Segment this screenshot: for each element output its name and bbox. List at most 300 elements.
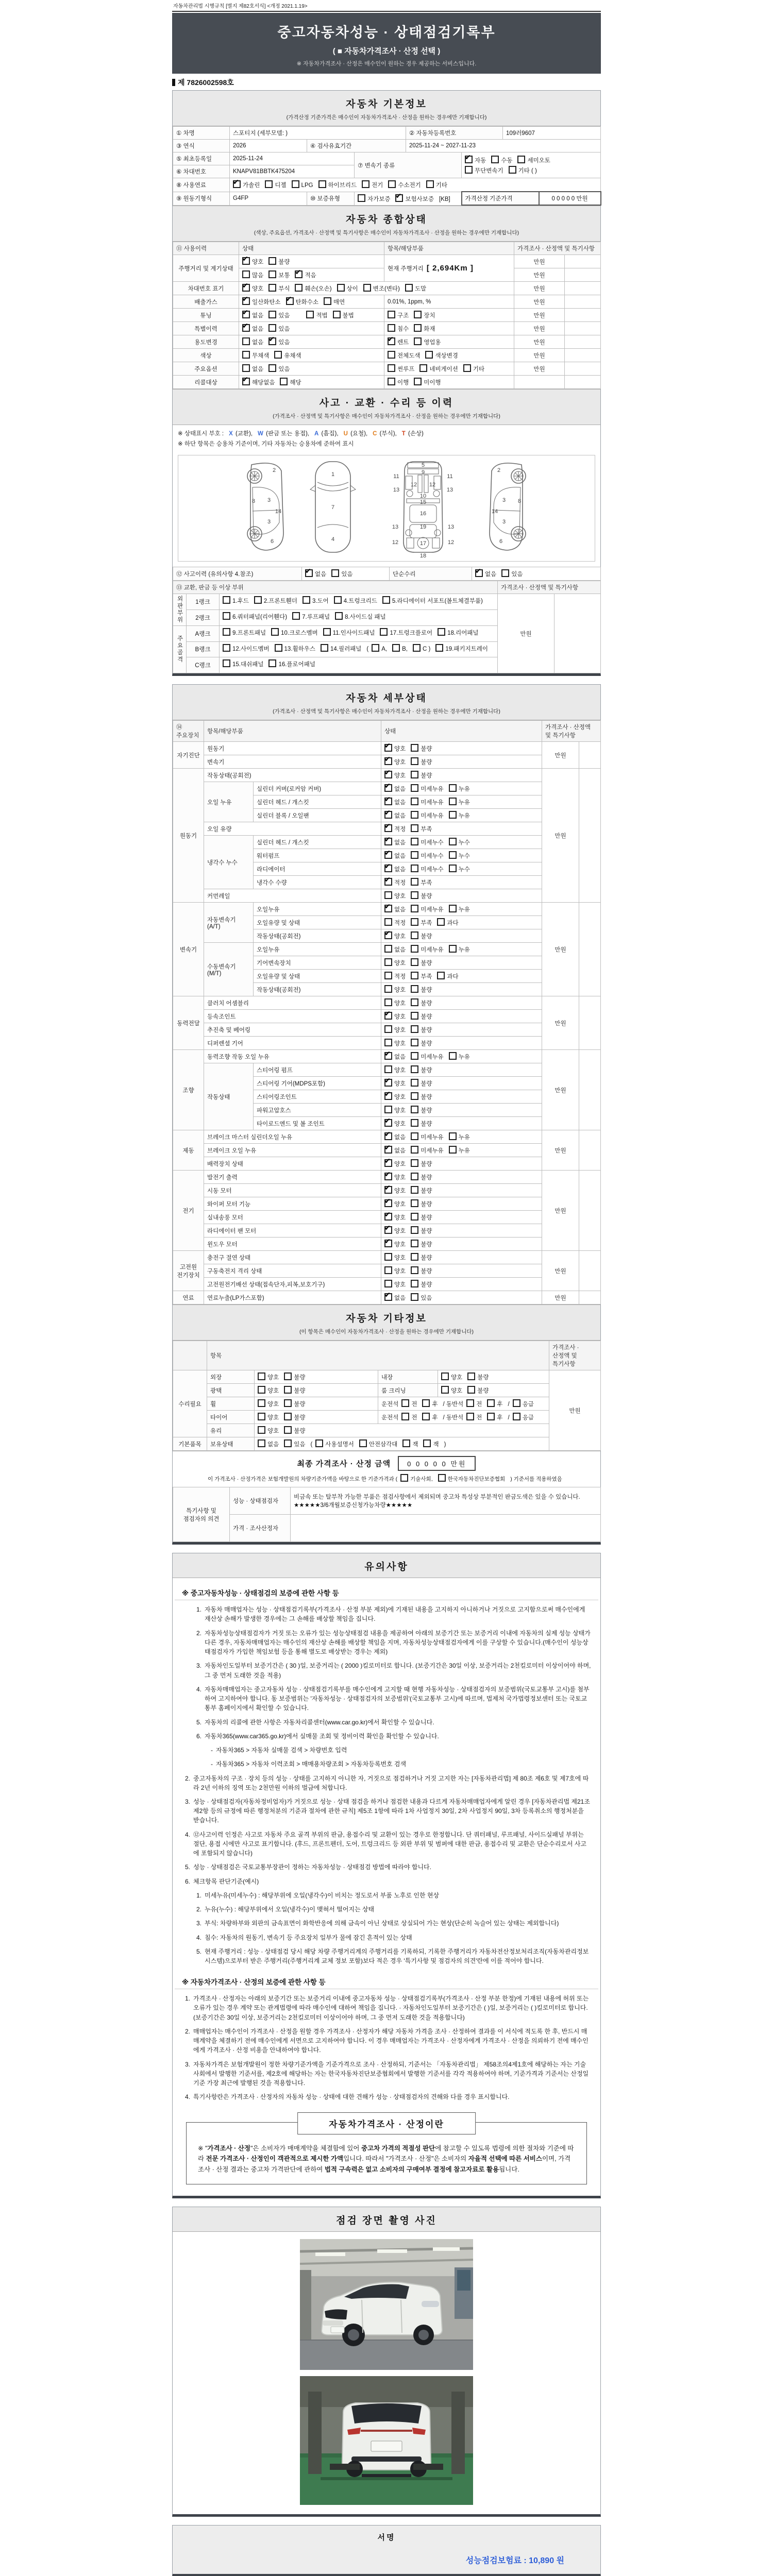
checkbox-미세누유[interactable] (411, 811, 418, 819)
option-label: 유채색 (284, 353, 301, 359)
checkbox-12.사이드멤버[interactable] (223, 644, 230, 652)
checkbox-양호[interactable] (258, 1413, 265, 1420)
rank-items (220, 641, 498, 657)
checkbox-양호[interactable] (384, 931, 392, 939)
checkbox-불량[interactable] (411, 1266, 418, 1274)
checkbox-탄화수소[interactable] (286, 297, 294, 305)
detail-option (384, 958, 406, 967)
notice-item-text: ⑫사고이력 인정은 사고로 자동차 주요 골격 부위의 판금, 용접수리 및 교환이 있는 경우로 한정합니다. 단 쿼터패널, 루프패널, 사이드실패널 부위는 절단, 용접 시에만 사고로 표기합니다. (후드, 프론트펜더, 도어, 트렁크리드 등 외판 부위 및 범퍼에 대한 판금, 용접수리 및 교환은 단순수리로서 사고에 포함되지 않습니다) (193, 1831, 587, 1857)
detail-state-cell (381, 943, 542, 956)
checkbox-침수[interactable] (388, 324, 395, 332)
checkbox-부족[interactable] (411, 824, 418, 832)
checkbox-썬루프[interactable] (388, 364, 395, 372)
checkbox-후[interactable] (487, 1399, 495, 1407)
info-segment: ※ " (198, 2144, 208, 2152)
checkbox-있음[interactable] (411, 1293, 418, 1301)
checkbox-양호[interactable] (258, 1426, 265, 1434)
checkbox-전[interactable] (466, 1399, 474, 1407)
misc-extra-option (422, 1413, 438, 1421)
checkbox-11.인사이드패널[interactable] (323, 628, 331, 636)
note-cell (565, 362, 601, 376)
state-option (268, 337, 290, 346)
checkbox-불량[interactable] (411, 1226, 418, 1234)
checkbox-19.패키지트레이[interactable] (435, 644, 443, 652)
detail-state-cell (381, 1104, 542, 1117)
checkbox-불량[interactable] (411, 1199, 418, 1207)
checkbox-누유[interactable] (449, 798, 457, 805)
checkbox-불량[interactable] (411, 1240, 418, 1247)
checkbox-후[interactable] (422, 1413, 430, 1420)
checkbox-미세누수[interactable] (411, 851, 418, 859)
detail-state-cell (381, 1197, 542, 1211)
detail-option (449, 1052, 470, 1061)
checkbox-17.트렁크플로어[interactable] (380, 628, 388, 636)
checkbox-미세누유[interactable] (411, 1052, 418, 1060)
checkbox-누유[interactable] (449, 1052, 457, 1060)
checkbox-불량[interactable] (467, 1372, 475, 1380)
detail-price-cell: 만원 (542, 742, 579, 769)
checkbox-있음[interactable] (268, 337, 276, 345)
note-cell (565, 376, 601, 389)
checkbox-누유[interactable] (449, 945, 457, 953)
checkbox-없음[interactable] (242, 337, 250, 345)
checkbox-4.트렁크리드[interactable] (334, 596, 342, 604)
checkbox-불량[interactable] (411, 757, 418, 765)
detail-note-cell (579, 1130, 601, 1171)
checkbox-양호[interactable] (384, 1039, 392, 1046)
detail-state-cell (381, 1090, 542, 1104)
checkbox-있음[interactable] (331, 569, 339, 577)
checkbox-부족[interactable] (411, 918, 418, 926)
checkbox-해당없음[interactable] (242, 378, 250, 385)
checkbox-불량[interactable] (411, 1092, 418, 1100)
basis-text: ) 기준서를 적용하였음 (510, 1476, 562, 1483)
checkbox-미세누유[interactable] (411, 1146, 418, 1154)
checkbox-변조(변타)[interactable] (363, 284, 371, 292)
checkbox-A,[interactable] (372, 644, 379, 652)
opinion-who-label: 가격 · 조사산정자 (230, 1515, 291, 1542)
checkbox-보험사보증[interactable] (395, 194, 403, 202)
checkbox-불량[interactable] (411, 771, 418, 778)
checkbox-기타[interactable] (426, 180, 434, 188)
detail-state-cell (381, 862, 542, 876)
checkbox-없음[interactable] (384, 798, 392, 805)
detail-row (173, 903, 601, 916)
checkbox-양호[interactable] (384, 1253, 392, 1261)
checkbox-도말[interactable] (405, 284, 413, 292)
option-label: 양호 (394, 1121, 406, 1128)
panel-option (275, 644, 315, 655)
checkbox-양호[interactable] (384, 1280, 392, 1287)
checkbox-누수[interactable] (449, 838, 457, 845)
signature-box (172, 2525, 601, 2576)
option-label: 부족 (421, 974, 432, 980)
checkbox-불량[interactable] (411, 1186, 418, 1194)
option-label: 불량 (421, 759, 432, 766)
inspection-photo-rear (300, 2376, 473, 2505)
checkbox-불량[interactable] (284, 1372, 292, 1380)
detail-row (173, 1063, 601, 1077)
checkbox-무단변속기[interactable] (465, 166, 473, 174)
checkbox-전[interactable] (466, 1413, 474, 1420)
checkbox-미세누유[interactable] (411, 1132, 418, 1140)
detail-part-label: 충전구 절연 상태 (204, 1251, 381, 1264)
vin-value: KNAPV81BBTK475204 (230, 165, 355, 178)
checkbox-누수[interactable] (449, 851, 457, 859)
checkbox-적정[interactable] (384, 972, 392, 979)
checkbox-양호[interactable] (384, 1213, 392, 1221)
checkbox-없음[interactable] (242, 364, 250, 372)
checkbox-잭[interactable] (402, 1439, 410, 1447)
detail-part-label: 고전원전기배선 상태(접속단자,피복,보호기구) (204, 1278, 381, 1291)
checkbox-양호[interactable] (384, 1226, 392, 1234)
checkbox-미이행[interactable] (414, 378, 422, 385)
detail-state-cell (381, 1278, 542, 1291)
option-label: 전 (411, 1401, 417, 1408)
misc-text: ) (444, 1442, 446, 1448)
checkbox-양호[interactable] (384, 1119, 392, 1127)
detail-row (173, 769, 601, 782)
checkbox-매연[interactable] (324, 297, 331, 305)
checkbox-양호[interactable] (384, 958, 392, 966)
notice-item-number: 4. (184, 1831, 190, 1838)
panel-option (372, 644, 387, 655)
checkbox-부족[interactable] (411, 878, 418, 886)
fuel-option (318, 180, 357, 189)
checkbox-양호[interactable] (258, 1399, 265, 1407)
checkbox-색상변경[interactable] (425, 351, 433, 359)
checkbox-자동[interactable] (465, 156, 473, 163)
detail-state-cell (381, 1171, 542, 1184)
checkbox-기술사회,[interactable] (400, 1474, 408, 1482)
checkbox-불량[interactable] (268, 257, 276, 265)
checkbox-없음[interactable] (384, 838, 392, 845)
mileage-value: [ 2,694Km ] (426, 264, 474, 273)
checkbox-불량[interactable] (411, 998, 418, 1006)
option-label: 미세누유 (421, 800, 444, 806)
checkbox-있음[interactable] (501, 569, 509, 577)
checkbox-양호[interactable] (258, 1386, 265, 1394)
checkbox-양호[interactable] (384, 998, 392, 1006)
checkbox-불량[interactable] (411, 1079, 418, 1087)
checkbox-적법[interactable] (306, 311, 314, 318)
part-cell (384, 376, 514, 389)
checkbox-한국자동차진단보증협회[interactable] (438, 1474, 446, 1482)
checkbox-불량[interactable] (411, 1253, 418, 1261)
checkbox-미세누유[interactable] (411, 905, 418, 912)
checkbox-양호[interactable] (384, 1199, 392, 1207)
checkbox-미세누유[interactable] (411, 784, 418, 792)
checkbox-6.쿼터패널(리어휀다)[interactable] (223, 612, 230, 620)
checkbox-불량[interactable] (411, 985, 418, 993)
checkbox-이행[interactable] (388, 378, 395, 385)
option-label: 8.사이드실 패널 (345, 614, 386, 620)
detail-note-cell (579, 1291, 601, 1304)
checkbox-후[interactable] (422, 1399, 430, 1407)
checkbox-양호[interactable] (384, 1079, 392, 1087)
detail-row (173, 1264, 601, 1278)
checkbox-일산화탄소[interactable] (242, 297, 250, 305)
price-cell: 만원 (514, 349, 565, 362)
checkbox-양호[interactable] (384, 1173, 392, 1180)
checkbox-불량[interactable] (411, 1119, 418, 1127)
checkbox-부식[interactable] (268, 284, 276, 292)
fuel-option (292, 180, 313, 189)
checkbox-15.대쉬패널[interactable] (223, 659, 230, 667)
detail-option (384, 1173, 406, 1181)
checkbox-LPG[interactable] (292, 180, 299, 188)
notice-item-text: 가격조사 · 산정자는 아래의 보증기간 또는 보증거리 이내에 중고자동차 성능 · 상태점검기록부(가격조사 · 산정 부분 한정)에 기재된 내용에 허위 또는 오류가 있는 경우 계약 또는 관계법령에 따라 매수인에 대하여 책임을 집니다. · 자동차인도일부터 보증기간은 ( )일, 보증거리는 ( )킬로미터로 합니다. (보증기간은 30일 이상, 보증거리는 2천킬로미터 이상이어야 하며, 그 중 먼저 도래한 것을 적용합니다) (193, 1995, 589, 2021)
checkbox-수동[interactable] (491, 156, 499, 163)
checkbox-불량[interactable] (411, 744, 418, 752)
checkbox-잭[interactable] (423, 1439, 431, 1447)
checkbox-없음[interactable] (384, 1132, 392, 1140)
checkbox-불량[interactable] (284, 1426, 292, 1434)
checkbox-불량[interactable] (467, 1386, 475, 1394)
checkbox-과다[interactable] (437, 918, 445, 926)
document-title-band (172, 13, 601, 74)
checkbox-없음[interactable] (384, 945, 392, 953)
checkbox-훼손(오손)[interactable] (295, 284, 303, 292)
checkbox-미세누수[interactable] (411, 838, 418, 845)
checkbox-3.도어[interactable] (303, 596, 310, 604)
checkbox-13.휠하우스[interactable] (275, 644, 282, 652)
checkbox-양호[interactable] (384, 1012, 392, 1020)
checkbox-응급[interactable] (513, 1413, 520, 1420)
misc-extra-text: / (508, 1401, 510, 1408)
detail-state-cell (381, 929, 542, 943)
checkbox-없음[interactable] (384, 851, 392, 859)
checkbox-10.크로스멤버[interactable] (271, 628, 279, 636)
checkbox-불량[interactable] (411, 1213, 418, 1221)
checkbox-없음[interactable] (242, 324, 250, 332)
svg-text:4: 4 (331, 536, 335, 543)
detail-state-cell (381, 956, 542, 970)
option-label: 불량 (421, 1001, 432, 1007)
checkbox-양호[interactable] (384, 1106, 392, 1113)
checkbox-적정[interactable] (384, 824, 392, 832)
checkbox-C )[interactable] (413, 644, 421, 652)
checkbox-전체도색[interactable] (388, 351, 395, 359)
checkbox-양호[interactable] (384, 1025, 392, 1033)
detail-part-label: 냉각수 수량 (254, 876, 381, 889)
device-subgroup-label: 자동변속기 (A/T) (204, 903, 254, 943)
checkbox-누유[interactable] (449, 905, 457, 912)
checkbox-2.프론트휀더[interactable] (254, 596, 262, 604)
checkbox-누수[interactable] (449, 865, 457, 872)
checkbox-가솔린[interactable] (233, 180, 241, 188)
checkbox-없음[interactable] (384, 811, 392, 819)
option-label: 양호 (394, 773, 406, 779)
checkbox-불량[interactable] (284, 1386, 292, 1394)
checkbox-불량[interactable] (411, 891, 418, 899)
final-price-label: 최종 가격조사 · 산정 금액 (297, 1460, 391, 1469)
checkbox-불량[interactable] (411, 1012, 418, 1020)
checkbox-미세누수[interactable] (411, 865, 418, 872)
checkbox-세미오토[interactable] (517, 156, 525, 163)
info-bold-segment: 전문 가격조사 · 산정인이 객관적으로 제시한 가액 (206, 2155, 344, 2163)
checkbox-상이[interactable] (337, 284, 345, 292)
checkbox-없음[interactable] (384, 1293, 392, 1301)
detail-option (411, 1092, 432, 1101)
checkbox-없음[interactable] (384, 905, 392, 912)
checkbox-있음[interactable] (284, 1439, 292, 1447)
checkbox-양호[interactable] (384, 744, 392, 752)
checkbox-불량[interactable] (284, 1399, 292, 1407)
checkbox-누유[interactable] (449, 1132, 457, 1140)
status-code-desc: (흠집), (320, 431, 339, 437)
checkbox-누유[interactable] (449, 811, 457, 819)
checkbox-불량[interactable] (411, 1106, 418, 1113)
checkbox-후[interactable] (487, 1413, 495, 1420)
checkbox-양호[interactable] (242, 284, 250, 292)
checkbox-양호[interactable] (384, 1092, 392, 1100)
checkbox-14.필러패널[interactable] (321, 644, 328, 652)
checkbox-유채색[interactable] (274, 351, 282, 359)
checkbox-불량[interactable] (411, 1025, 418, 1033)
checkbox-없음[interactable] (242, 311, 250, 318)
checkbox-양호[interactable] (384, 1065, 392, 1073)
option-label: 미이행 (424, 380, 441, 386)
checkbox-디젤[interactable] (265, 180, 273, 188)
checkbox-응급[interactable] (513, 1399, 520, 1407)
checkbox-양호[interactable] (384, 1186, 392, 1194)
checkbox-사용설명서[interactable] (315, 1439, 323, 1447)
checkbox-있음[interactable] (268, 364, 276, 372)
checkbox-적정[interactable] (384, 878, 392, 886)
checkbox-적정[interactable] (384, 918, 392, 926)
checkbox-화재[interactable] (414, 324, 422, 332)
checkbox-불량[interactable] (284, 1413, 292, 1420)
checkbox-18.리어패널[interactable] (438, 628, 445, 636)
checkbox-1.후드[interactable] (223, 596, 230, 604)
checkbox-양호[interactable] (384, 1240, 392, 1247)
checkbox-불량[interactable] (411, 1280, 418, 1287)
checkbox-양호[interactable] (384, 1266, 392, 1274)
option-label: 불량 (421, 1215, 432, 1222)
checkbox-자가보증[interactable] (358, 194, 365, 202)
option-label: 양호 (394, 1014, 406, 1021)
checkbox-있음[interactable] (268, 311, 276, 318)
checkbox-양호[interactable] (384, 1159, 392, 1167)
checkbox-불량[interactable] (411, 1065, 418, 1073)
checkbox-기타 ( )[interactable] (509, 166, 516, 174)
option-label: 없음 (485, 571, 497, 578)
checkbox-없음[interactable] (384, 1146, 392, 1154)
checkbox-양호[interactable] (384, 985, 392, 993)
checkbox-불량[interactable] (411, 1039, 418, 1046)
checkbox-과다[interactable] (437, 972, 445, 979)
svg-text:14: 14 (275, 509, 282, 515)
detail-row (173, 1144, 601, 1157)
checkbox-양호[interactable] (384, 771, 392, 778)
checkbox-안전삼각대[interactable] (359, 1439, 367, 1447)
checkbox-무채색[interactable] (242, 351, 250, 359)
checkbox-없음[interactable] (384, 865, 392, 872)
panel-option (223, 628, 266, 639)
panel-option (223, 644, 270, 655)
svg-text:3: 3 (502, 497, 506, 503)
checkbox-불량[interactable] (411, 958, 418, 966)
checkbox-양호[interactable] (441, 1372, 449, 1380)
checkbox-전[interactable] (401, 1399, 409, 1407)
checkbox-8.사이드실 패널[interactable] (335, 612, 343, 620)
option-label: 적정 (394, 826, 406, 833)
checkbox-없음[interactable] (384, 1052, 392, 1060)
checkbox-적음[interactable] (295, 270, 303, 278)
checkbox-보통[interactable] (268, 270, 276, 278)
checkbox-양호[interactable] (384, 757, 392, 765)
checkbox-7.루프패널[interactable] (292, 612, 300, 620)
checkbox-불량[interactable] (411, 1159, 418, 1167)
checkbox-수소전기[interactable] (388, 180, 396, 188)
checkbox-누유[interactable] (449, 1146, 457, 1154)
misc-text: ( (310, 1442, 313, 1448)
checkbox-네비게이션[interactable] (419, 364, 427, 372)
checkbox-전기[interactable] (362, 180, 369, 188)
checkbox-양호[interactable] (242, 257, 250, 265)
checkbox-하이브리드[interactable] (318, 180, 326, 188)
checkbox-9.프론트패널[interactable] (223, 628, 230, 636)
detail-part-label: 클러치 어셈블리 (204, 996, 381, 1010)
checkbox-누유[interactable] (449, 784, 457, 792)
notice-item (191, 1905, 591, 1914)
checkbox-양호[interactable] (441, 1386, 449, 1394)
checkbox-장치[interactable] (414, 311, 422, 318)
notice-item (191, 1891, 591, 1900)
checkbox-영업용[interactable] (414, 337, 422, 345)
detail-part-label: 오일누유 (254, 943, 381, 956)
option-label: 없음 (394, 813, 406, 820)
checkbox-B,[interactable] (392, 644, 400, 652)
checkbox-구조[interactable] (388, 311, 395, 318)
section-box-notice (172, 1553, 601, 2198)
checkbox-렌트[interactable] (388, 337, 395, 345)
checkbox-없음[interactable] (475, 569, 483, 577)
option-label: 미세누수 (421, 853, 444, 860)
checkbox-양호[interactable] (258, 1372, 265, 1380)
detail-option (411, 1186, 432, 1195)
misc-option (258, 1426, 279, 1435)
notice-item-number: 2. (184, 1774, 190, 1782)
detail-header-row (173, 721, 601, 742)
checkbox-있음[interactable] (268, 324, 276, 332)
option-label: 양호 (394, 1242, 406, 1248)
checkbox-해당[interactable] (280, 378, 288, 385)
checkbox-미세누유[interactable] (411, 798, 418, 805)
checkbox-16.플로어패널[interactable] (268, 659, 276, 667)
checkbox-많음[interactable] (242, 270, 250, 278)
option-label: 양호 (394, 1041, 406, 1047)
notice-item (180, 1797, 591, 1825)
checkbox-없음[interactable] (384, 784, 392, 792)
detail-option (411, 1226, 432, 1235)
misc-options (255, 1424, 549, 1437)
checkbox-불량[interactable] (411, 1173, 418, 1180)
checkbox-5.라디에이터 서포트(볼트체결부품)[interactable] (382, 596, 390, 604)
checkbox-불법[interactable] (333, 311, 341, 318)
checkbox-전[interactable] (401, 1413, 409, 1420)
checkbox-양호[interactable] (384, 891, 392, 899)
checkbox-부족[interactable] (411, 972, 418, 979)
checkbox-미세누유[interactable] (411, 945, 418, 953)
checkbox-불량[interactable] (411, 931, 418, 939)
checkbox-없음[interactable] (305, 569, 313, 577)
option-label: 13.휠하우스 (284, 646, 315, 652)
checkbox-없음[interactable] (258, 1439, 265, 1447)
misc-extra-text: / (508, 1415, 510, 1421)
checkbox-기타[interactable] (463, 364, 471, 372)
